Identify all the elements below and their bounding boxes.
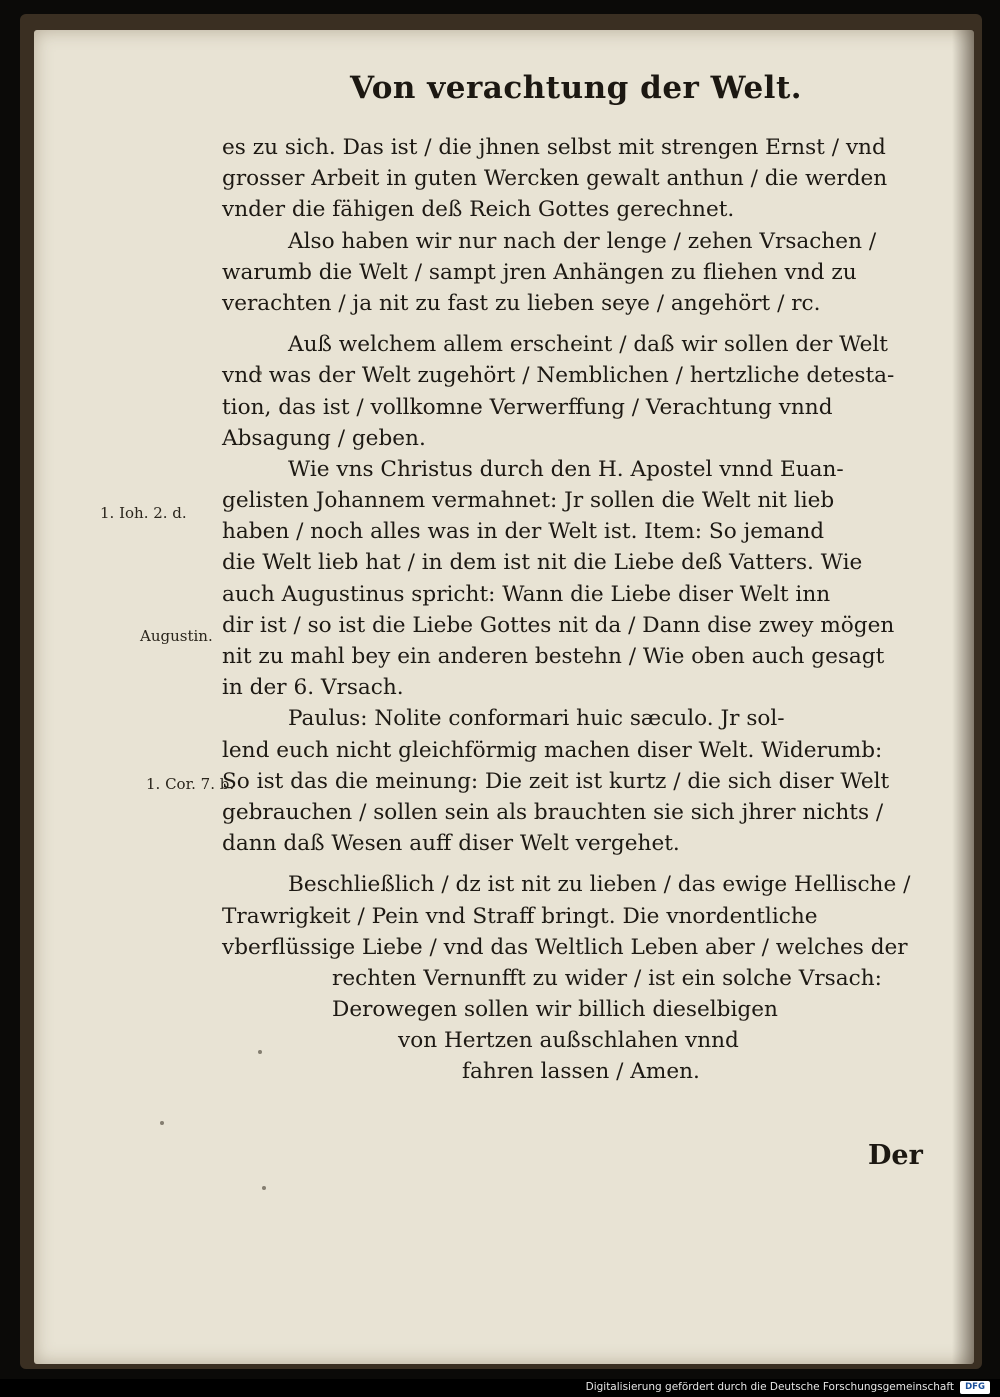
page-gutter-shadow: [952, 30, 974, 1364]
text-line: Trawrigkeit / Pein vnd Straff bringt. Die vnordentliche: [222, 903, 818, 929]
text-line: warumb die Welt / sampt jren Anhängen zu fliehen vnd zu: [222, 259, 857, 285]
text-line: Paulus: Nolite conformari huic sæculo. Jr sol-: [288, 706, 785, 732]
text-line: verachten / ja nit zu fast zu lieben seye / angehört / rc.: [222, 290, 821, 316]
digitization-footer: [0, 1379, 1000, 1397]
catchword: Der: [868, 1140, 923, 1171]
margin-note-john: 1. Ioh. 2. d.: [100, 504, 187, 522]
text-line: vnder die fähigen deß Reich Gottes gerechnet.: [222, 197, 735, 223]
margin-note-corinthians: 1. Cor. 7. b.: [146, 775, 235, 793]
text-line: grosser Arbeit in guten Wercken gewalt anthun / die werden: [222, 166, 888, 192]
page-speck: [160, 1121, 164, 1125]
dfg-logo: DFG: [960, 1381, 990, 1394]
text-line: in der 6. Vrsach.: [222, 675, 404, 701]
text-line: Beschließlich / dz ist nit zu lieben / das ewige Hellische /: [288, 872, 911, 898]
body-text: [222, 132, 952, 1088]
text-line: nit zu mahl bey ein anderen bestehn / Wie oben auch gesagt: [222, 644, 885, 669]
text-line: Wie vns Christus durch den H. Apostel vnnd Euan-: [288, 456, 844, 482]
text-line: vnd was der Welt zugehört / Nemblichen / hertzliche detesta-: [222, 363, 895, 389]
text-line: Also haben wir nur nach der lenge / zehen Vrsachen /: [288, 228, 877, 254]
page-speck: [262, 1186, 266, 1190]
funding-credit: Digitalisierung gefördert durch die Deutsche Forschungsgemeinschaft: [585, 1381, 954, 1393]
text-line: Auß welchem allem erscheint / daß wir sollen der Welt: [288, 332, 888, 358]
text-line: die Welt lieb hat / in dem ist nit die Liebe deß Vatters. Wie: [222, 550, 863, 576]
text-line: dir ist / so ist die Liebe Gottes nit da / Dann dise zwey mögen: [222, 612, 895, 638]
text-line: auch Augustinus spricht: Wann die Liebe diser Welt inn: [222, 581, 831, 607]
text-line: So ist das die meinung: Die zeit ist kurtz / die sich diser Welt: [222, 768, 890, 794]
margin-note-augustin: Augustin.: [140, 627, 213, 645]
text-line: tion, das ist / vollkomne Verwerffung / Verachtung vnnd: [222, 394, 833, 420]
text-line: Derowegen sollen wir billich dieselbigen: [332, 997, 778, 1023]
text-line: vberflüssige Liebe / vnd das Weltlich Leben aber / welches der: [222, 934, 908, 960]
text-line: haben / noch alles was in der Welt ist. Item: So jemand: [222, 519, 825, 545]
text-line: es zu sich. Das ist / die jhnen selbst mit strengen Ernst / vnd: [222, 135, 886, 160]
text-line: gelisten Johannem vermahnet: Jr sollen die Welt nit lieb: [222, 488, 835, 514]
text-line: von Hertzen außschlahen vnnd: [398, 1028, 739, 1054]
text-line: fahren lassen / Amen.: [462, 1059, 700, 1085]
text-line: Absagung / geben.: [222, 425, 426, 451]
text-line: rechten Vernunfft zu wider / ist ein solche Vrsach:: [332, 965, 882, 991]
text-line: lend euch nicht gleichförmig machen diser Welt. Widerumb:: [222, 737, 883, 763]
running-head: Von verachtung der Welt.: [350, 70, 803, 106]
text-line: dann daß Wesen auff diser Welt vergehet.: [222, 831, 680, 857]
text-line: gebrauchen / sollen sein als brauchten sie sich jhrer nichts /: [222, 799, 884, 825]
